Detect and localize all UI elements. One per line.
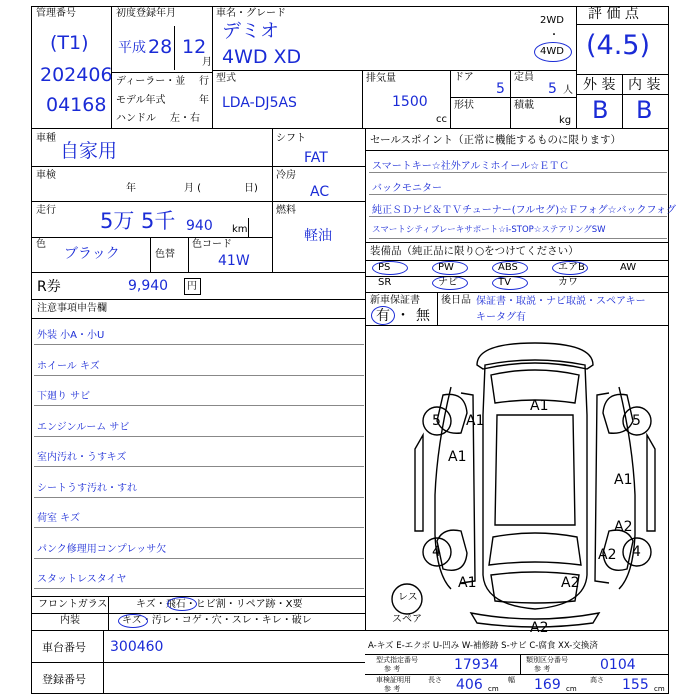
mileage-label: 走行 — [36, 205, 56, 216]
note-rule — [34, 527, 364, 528]
warranty-no: 無 — [416, 308, 430, 324]
drive-4wd-circle — [534, 42, 572, 62]
tire-rear-right: 5 — [632, 413, 641, 429]
damage-right-front-fender: A2 — [614, 519, 633, 535]
inspection-year: 年 — [126, 183, 136, 194]
class-label: 類別区分番号 — [526, 656, 568, 664]
sales-rule — [369, 172, 667, 173]
doors-label: ドア — [454, 72, 474, 83]
class-sub: 参 考 — [534, 665, 551, 673]
color-label: 色 — [36, 239, 46, 250]
note-rule — [34, 588, 364, 589]
glass-options: キズ・飛石・ヒビ割・リペア跡・X要 — [136, 599, 303, 610]
drive-2wd: 2WD — [540, 15, 564, 26]
note-rule — [34, 405, 364, 406]
sales-point: スマートキー☆社外アルミホイール☆ＥＴＣ — [372, 161, 570, 172]
displacement-unit: cc — [436, 114, 447, 125]
exterior-label: 外 装 — [583, 77, 616, 93]
equipment-item: TV — [498, 277, 511, 288]
notes-title: 注意事項申告欄 — [37, 303, 107, 314]
first-reg-label: 初度登録年月 — [116, 8, 176, 19]
spare-caption: スペア — [392, 614, 422, 625]
equipment-circle — [432, 261, 468, 275]
note-rule — [34, 466, 364, 467]
color-code-value: 41W — [218, 253, 250, 269]
chassis-label: 車台番号 — [42, 641, 86, 654]
warranty-yes: 有 — [376, 308, 390, 324]
glass-flying-stone-circle — [167, 597, 197, 611]
equipment-item: AW — [620, 262, 637, 273]
tire-front-left: 4 — [432, 544, 441, 560]
equipment-rule — [365, 276, 669, 277]
grade: 4WD XD — [222, 46, 302, 68]
color-change-label: 色替 — [155, 249, 175, 260]
dealer-label: ディーラー・並 — [116, 76, 186, 87]
damage-hood: A2 — [561, 575, 580, 591]
kanri-label: 管理番号 — [36, 8, 76, 19]
reg-month: 12 — [182, 36, 207, 58]
sales-rule — [369, 194, 667, 195]
legend: A-キズ E-エクボ U-凹み W-補修跡 S-サビ C-腐食 XX-交換済 — [368, 641, 598, 651]
note-item: ホイール キズ — [37, 360, 100, 372]
load-unit: kg — [559, 115, 572, 126]
damage-front-bumper: A2 — [530, 620, 549, 636]
height-value: 155 — [622, 677, 649, 693]
note-item: スタットレスタイヤ — [37, 574, 127, 585]
damage-rear-roof: A1 — [530, 398, 549, 414]
mileage-sub: 940 — [186, 218, 213, 234]
sales-rule — [369, 216, 667, 217]
height-unit: cm — [654, 685, 665, 693]
equipment-item: ABS — [498, 262, 518, 273]
note-rule — [34, 497, 364, 498]
damage-right-door: A1 — [614, 472, 633, 488]
inspection-day: 日) — [244, 183, 258, 194]
sales-point: バックモニター — [372, 183, 442, 194]
shift-value: FAT — [304, 150, 328, 166]
type-cert-value: 17934 — [454, 657, 499, 673]
fuel-label: 燃料 — [276, 205, 296, 216]
note-item: 外装 小A・小U — [37, 330, 105, 341]
glass-label: フロントガラス — [38, 599, 108, 610]
equipment-item: PS — [378, 262, 391, 273]
mileage-unit: km — [232, 224, 248, 235]
capacity-label: 定員 — [514, 72, 534, 83]
tire-rear-left: 5 — [432, 413, 441, 429]
equipment-item: カワ — [558, 277, 578, 288]
note-rule — [34, 344, 364, 345]
load-label: 積載 — [514, 100, 534, 111]
type-cert-sub: 参 考 — [384, 665, 401, 673]
damage-left-front: A1 — [458, 575, 477, 591]
reg-label: 登録番号 — [42, 673, 86, 686]
length-unit: cm — [488, 685, 499, 693]
handle-label: ハンドル — [116, 113, 156, 124]
cert-label: 車検証明用 — [376, 676, 411, 684]
kanri-value-3: 04168 — [46, 94, 107, 116]
car-name-label: 車名・グレード — [216, 8, 286, 19]
doors-value: 5 — [496, 81, 505, 97]
damage-left-side: A1 — [448, 449, 467, 465]
color-code-label: 色コード — [192, 239, 232, 250]
interior-label: 内 装 — [628, 77, 661, 93]
interior-scratch-circle — [118, 614, 148, 628]
type-cert-label: 型式指定番号 — [376, 656, 418, 664]
model-year-label: モデル年式 — [116, 95, 166, 106]
width-value: 169 — [534, 677, 561, 693]
ac-label: 冷房 — [276, 170, 296, 181]
model-year-unit: 年 — [199, 95, 209, 106]
equipment-circle — [492, 276, 528, 290]
height-label: 高さ — [590, 676, 604, 684]
mileage-value: 5万 5千 — [100, 209, 176, 233]
handle-options: 左・右 — [170, 113, 200, 124]
capacity-unit: 人 — [563, 85, 573, 96]
note-rule — [34, 558, 364, 559]
displacement-label: 排気量 — [366, 73, 396, 84]
note-item: エンジンルーム サビ — [37, 421, 130, 433]
equipment-circle — [552, 261, 588, 275]
width-unit: cm — [566, 685, 577, 693]
dealer-unit: 行 — [199, 76, 209, 87]
era: 平成 — [118, 40, 146, 56]
usage-value: 自家用 — [60, 140, 118, 162]
inspection-month: 月 ( — [184, 183, 202, 194]
interior-cond-options: キズ・汚レ・コゲ・穴・スレ・キレ・破レ — [122, 615, 312, 626]
width-label: 幅 — [508, 676, 515, 684]
recycle-unit: 円 — [187, 281, 197, 292]
length-value: 406 — [456, 677, 483, 693]
equipment-circle — [492, 261, 528, 275]
shape-label: 形状 — [454, 100, 474, 111]
goods-label: 後日品 — [441, 295, 471, 306]
recycle-value: 9,940 — [128, 278, 169, 294]
equipment-item: エアB — [558, 262, 585, 273]
equipment-item: SR — [378, 277, 392, 288]
equipment-title: 装備品（純正品に限り○をつけてください） — [370, 245, 579, 257]
displacement-value: 1500 — [392, 94, 428, 110]
score-value: (4.5) — [586, 30, 651, 61]
drive-4wd: 4WD — [540, 46, 564, 57]
equipment-circle — [432, 276, 468, 290]
month-unit: 月 — [202, 57, 212, 68]
sales-title: セールスポイント（正常に機能するものに限ります） — [370, 134, 622, 146]
kanri-value-1: (T1) — [50, 32, 89, 54]
interior-cond-label: 内装 — [60, 615, 80, 626]
fuel-value: 軽油 — [304, 228, 332, 244]
reg-year: 28 — [148, 36, 173, 58]
equipment-circle — [372, 261, 408, 275]
sales-rule — [369, 238, 667, 239]
recycle-label: R券 — [37, 279, 61, 295]
equipment-item: PW — [438, 262, 454, 273]
sales-point: 純正ＳＤナビ＆ＴＶチューナー(フルセグ)☆Ｆフォグ☆バックフォグ — [372, 205, 677, 216]
exterior-value: B — [592, 96, 609, 124]
model-value: LDA-DJ5AS — [222, 95, 297, 111]
damage-right-front: A2 — [598, 547, 617, 563]
equipment-item: ナビ — [438, 277, 458, 288]
warranty-sep: ・ — [396, 308, 410, 324]
note-item: パンク修理用コンプレッサ欠 — [37, 543, 167, 555]
note-item: 室内汚れ・うすキズ — [37, 452, 127, 463]
warranty-label: 新車保証書 — [370, 295, 420, 306]
note-item: シートうす汚れ・すれ — [37, 482, 137, 494]
note-rule — [34, 375, 364, 376]
note-item: 荷室 キズ — [37, 513, 80, 524]
usage-label: 車種 — [36, 133, 56, 144]
note-item: 下廻り サビ — [37, 391, 91, 402]
tire-front-right: 4 — [632, 544, 641, 560]
capacity-value: 5 — [548, 81, 557, 97]
warranty-yes-circle — [371, 306, 395, 325]
damage-rear-left: A1 — [466, 413, 485, 429]
cert-sub: 参 考 — [384, 685, 401, 693]
drive-dot: ・ — [549, 30, 559, 41]
spare-label: レス — [398, 592, 418, 603]
ac-value: AC — [310, 184, 330, 200]
goods-value-2: キータグ有 — [476, 312, 526, 323]
sales-point: スマートシティブレーキサポート☆i-STOP☆ステアリングSW — [372, 225, 606, 235]
shift-label: シフト — [276, 133, 306, 144]
color-value: ブラック — [64, 246, 120, 262]
note-rule — [34, 436, 364, 437]
car-name: デミオ — [222, 20, 280, 42]
length-label: 長さ — [428, 676, 442, 684]
model-label: 型式 — [216, 73, 236, 84]
interior-value: B — [636, 96, 653, 124]
score-label: 評 価 点 — [588, 6, 639, 22]
inspection-label: 車検 — [36, 170, 56, 181]
kanri-value-2: 202406 — [40, 64, 113, 86]
class-value: 0104 — [600, 657, 636, 673]
goods-value-1: 保証書・取説・ナビ取説・スペアキー — [476, 296, 646, 307]
chassis-value: 300460 — [110, 639, 164, 655]
